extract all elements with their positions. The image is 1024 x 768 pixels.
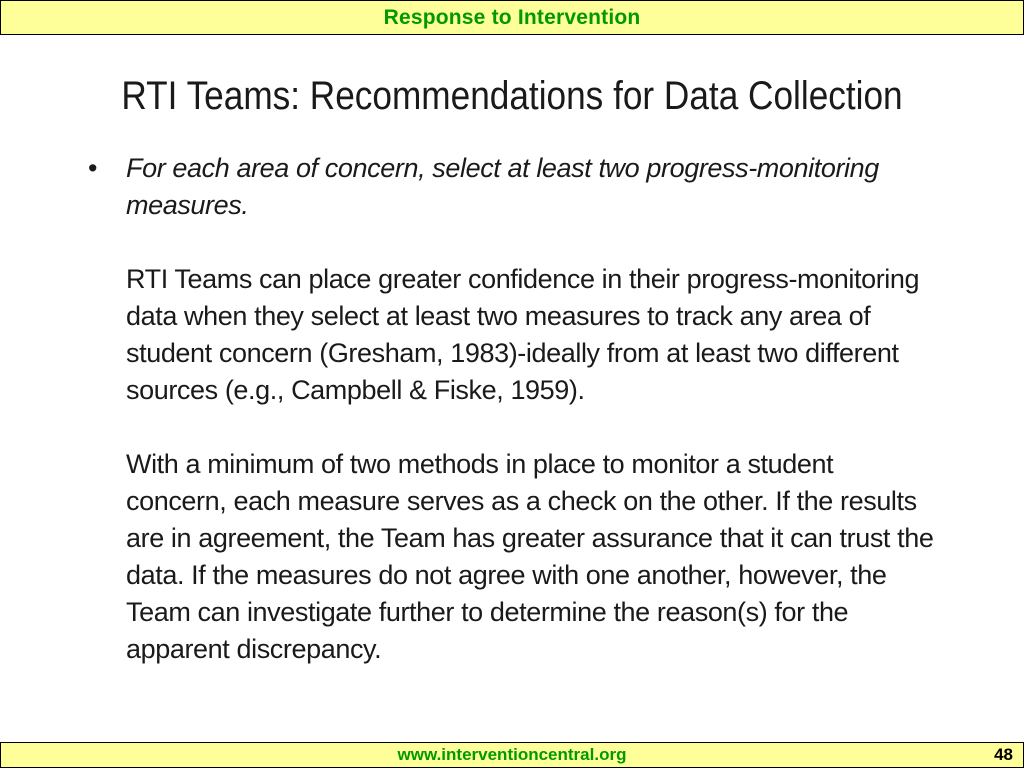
bullet-marker: • [88, 153, 98, 183]
paragraph-confidence: RTI Teams can place greater confidence in their progress-monitoring data when they select at least two measures to track any area of student concern (Gresham, 1983)-ideally from at least two different sources (e.g., Campbell & Fiske, 1959). [126, 264, 920, 405]
header-banner [0, 0, 1024, 35]
slide-body [80, 150, 940, 668]
bullet-content [126, 150, 940, 668]
header-banner-title: Response to Intervention [383, 5, 641, 29]
paragraph-minimum-methods: With a minimum of two methods in place to monitor a student concern, each measure serves as a check on the other. If the results are in agreement, the Team has greater assurance that it can trust the data. If the measures do not agree with one another, however, the Team can investigate further to determine the reason(s) for the apparent discrepancy. [126, 449, 934, 664]
slide-title: RTI Teams: Recommendations for Data Collection [121, 74, 903, 118]
bullet-item [80, 150, 940, 668]
bullet-lead-text: For each area of concern, select at least two progress-monitoring measures. [126, 153, 879, 220]
footer-url: www.interventioncentral.org [397, 745, 627, 764]
footer-banner [0, 742, 1024, 768]
page-number: 48 [994, 745, 1013, 764]
